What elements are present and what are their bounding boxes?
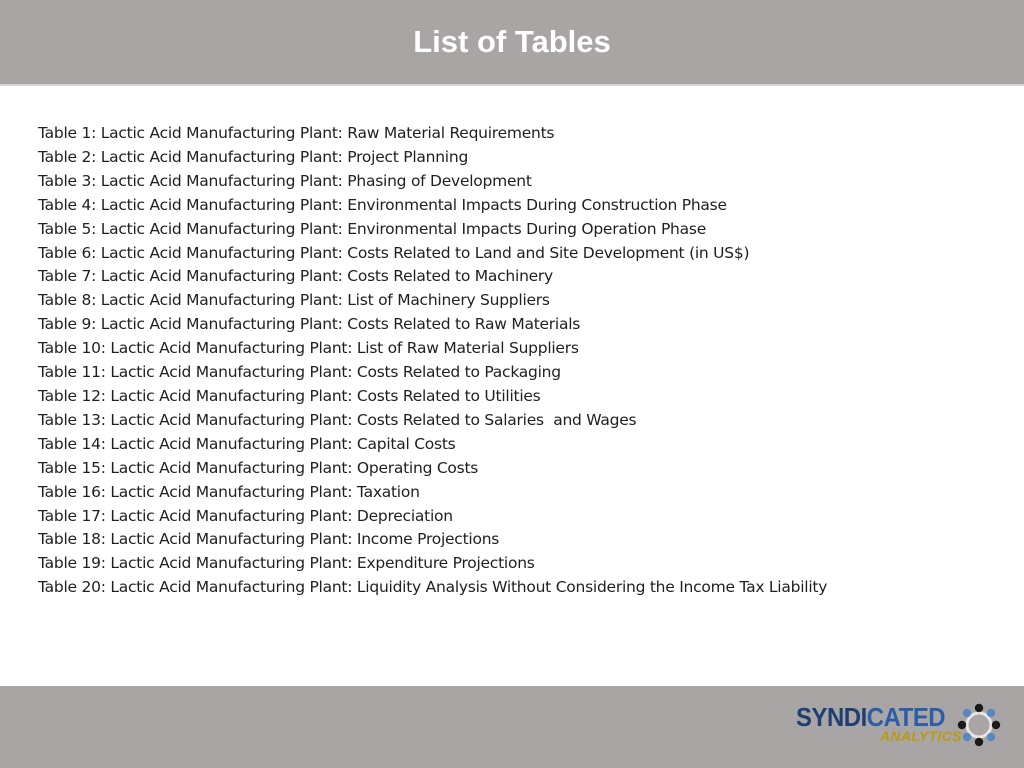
logo-word-dark: SYNDI — [796, 702, 867, 732]
list-item: Table 15: Lactic Acid Manufacturing Plant: Operating Costs — [38, 458, 479, 477]
list-item: Table 7: Lactic Acid Manufacturing Plant: Costs Related to Machinery — [38, 267, 553, 286]
logo-subtitle: ANALYTICS — [880, 728, 962, 744]
list-item: Table 12: Lactic Acid Manufacturing Plant: Costs Related to Utilities — [38, 386, 541, 405]
table-list — [38, 122, 827, 600]
list-item: Table 5: Lactic Acid Manufacturing Plant: Environmental Impacts During Operation Phase — [38, 219, 706, 238]
header-band — [0, 0, 1024, 86]
list-item: Table 6: Lactic Acid Manufacturing Plant: Costs Related to Land and Site Development (in US$) — [38, 243, 750, 262]
list-item: Table 1: Lactic Acid Manufacturing Plant: Raw Material Requirements — [38, 124, 555, 142]
list-item: Table 3: Lactic Acid Manufacturing Plant: Phasing of Development — [38, 171, 532, 190]
list-item: Table 14: Lactic Acid Manufacturing Plant: Capital Costs — [38, 434, 456, 453]
syndicated-analytics-logo-icon — [956, 702, 1002, 748]
list-item: Table 20: Lactic Acid Manufacturing Plant: Liquidity Analysis Without Considering the Income Tax Liability — [38, 578, 828, 597]
list-item: Table 16: Lactic Acid Manufacturing Plant: Taxation — [38, 482, 420, 501]
list-item: Table 2: Lactic Acid Manufacturing Plant: Project Planning — [38, 147, 469, 166]
list-item: Table 17: Lactic Acid Manufacturing Plant: Depreciation — [38, 506, 453, 525]
list-item: Table 19: Lactic Acid Manufacturing Plant: Expenditure Projections — [38, 554, 535, 573]
list-item: Table 13: Lactic Acid Manufacturing Plant: Costs Related to Salaries and Wages — [38, 410, 637, 429]
list-item: Table 10: Lactic Acid Manufacturing Plant: List of Raw Material Suppliers — [38, 339, 579, 358]
company-logo — [796, 702, 1006, 752]
list-item: Table 4: Lactic Acid Manufacturing Plant: Environmental Impacts During Construction Phase — [38, 195, 727, 214]
list-item: Table 9: Lactic Acid Manufacturing Plant: Costs Related to Raw Materials — [38, 315, 581, 334]
list-item: Table 11: Lactic Acid Manufacturing Plant: Costs Related to Packaging — [38, 363, 561, 382]
page-title: List of Tables — [413, 24, 611, 59]
logo-word-light: CATED — [866, 702, 946, 732]
list-item: Table 18: Lactic Acid Manufacturing Plant: Income Projections — [38, 530, 500, 549]
list-item: Table 8: Lactic Acid Manufacturing Plant: List of Machinery Suppliers — [38, 291, 550, 310]
